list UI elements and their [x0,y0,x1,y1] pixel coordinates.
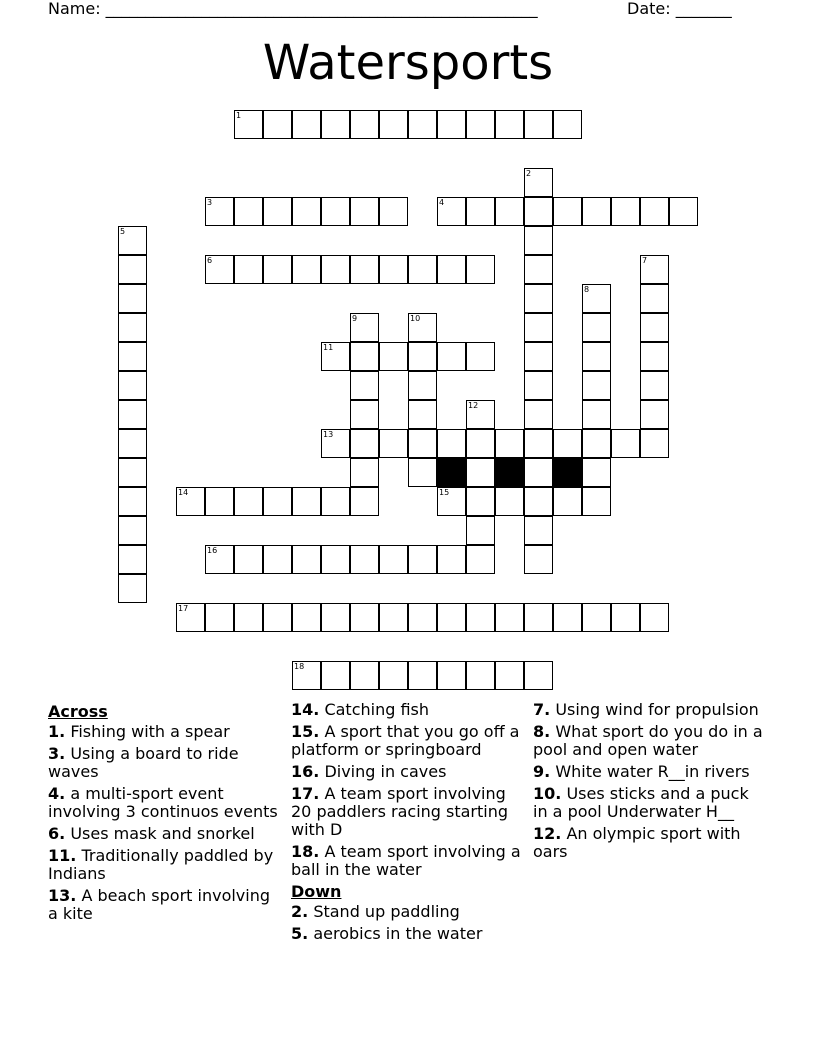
grid-cell[interactable] [524,661,553,690]
grid-cell[interactable] [437,429,466,458]
grid-cell[interactable] [176,603,205,632]
grid-cell[interactable] [408,545,437,574]
clue-across-14: 14. Catching fish [291,700,430,719]
grid-cell[interactable] [350,110,379,139]
page-title: Watersports [262,35,554,91]
clue-column-3 [533,701,765,865]
clue-number: 10 [410,314,421,323]
clue-across-3: 3. Using a board to ride waves [48,744,239,781]
grid-cell[interactable] [524,255,553,284]
clue-number: 8 [584,285,590,294]
grid-cell[interactable] [495,661,524,690]
clue-number: 1 [236,111,242,120]
grid-cell[interactable] [408,313,437,342]
grid-cell[interactable] [321,429,350,458]
grid-cell[interactable] [118,226,147,255]
grid-cell[interactable] [466,545,495,574]
grid-cell[interactable] [582,313,611,342]
grid-cell[interactable] [321,545,350,574]
grid-cell[interactable] [234,255,263,284]
grid-cell[interactable] [234,197,263,226]
grid-cell[interactable] [524,342,553,371]
grid-cell[interactable] [437,255,466,284]
grid-cell[interactable] [379,255,408,284]
grid-cell[interactable] [524,226,553,255]
grid-cell[interactable] [640,400,669,429]
grid-cell[interactable] [640,255,669,284]
clue-column-2 [291,701,523,947]
grid-cell[interactable] [350,661,379,690]
clue-across-18: 18. A team sport involving a ball in the water [291,842,521,879]
grid-cell[interactable] [350,342,379,371]
clue-number: 9 [352,314,358,323]
grid-cell[interactable] [118,574,147,603]
grid-cell[interactable] [553,110,582,139]
grid-cell[interactable] [379,342,408,371]
grid-cell[interactable] [350,197,379,226]
grid-cell[interactable] [582,458,611,487]
grid-cell[interactable] [118,400,147,429]
grid-cell[interactable] [263,255,292,284]
grid-cell[interactable] [640,284,669,313]
clue-number: 3 [207,198,213,207]
grid-cell[interactable] [437,487,466,516]
grid-cell[interactable] [495,487,524,516]
clue-number: 17 [178,604,189,613]
grid-cell[interactable] [350,255,379,284]
grid-cell[interactable] [321,255,350,284]
grid-cell[interactable] [466,603,495,632]
grid-cell[interactable] [379,197,408,226]
grid-cell[interactable] [292,110,321,139]
clue-number: 11 [323,343,334,352]
grid-cell[interactable] [118,487,147,516]
date-field-label: Date: _______ [627,0,732,18]
grid-cell[interactable] [234,603,263,632]
grid-cell[interactable] [524,400,553,429]
name-field-label: Name: ______________________________________________________ [48,0,538,18]
grid-cell[interactable] [263,545,292,574]
grid-cell[interactable] [292,487,321,516]
grid-cell[interactable] [582,197,611,226]
grid-cell[interactable] [379,603,408,632]
clue-number: 7 [642,256,648,265]
grid-cell[interactable] [263,110,292,139]
grid-cell[interactable] [466,458,495,487]
grid-cell[interactable] [524,487,553,516]
grid-cell[interactable] [495,110,524,139]
grid-cell[interactable] [524,168,553,197]
grid-cell[interactable] [640,342,669,371]
grid-cell[interactable] [466,255,495,284]
grid-cell[interactable] [582,284,611,313]
grid-block [495,458,524,487]
grid-cell[interactable] [582,400,611,429]
clue-across-4: 4. a multi-sport event involving 3 continuos events [48,784,278,821]
grid-cell[interactable] [408,255,437,284]
grid-cell[interactable] [292,255,321,284]
grid-cell[interactable] [437,342,466,371]
grid-cell[interactable] [292,197,321,226]
grid-cell[interactable] [524,603,553,632]
grid-cell[interactable] [205,197,234,226]
grid-cell[interactable] [553,487,582,516]
grid-cell[interactable] [379,110,408,139]
grid-cell[interactable] [611,197,640,226]
grid-cell[interactable] [118,342,147,371]
clue-across-11: 11. Traditionally paddled by Indians [48,846,274,883]
grid-cell[interactable] [408,603,437,632]
grid-cell[interactable] [553,197,582,226]
grid-cell[interactable] [234,545,263,574]
grid-cell[interactable] [205,545,234,574]
grid-cell[interactable] [234,110,263,139]
grid-cell[interactable] [524,429,553,458]
clue-column-1 [48,701,280,927]
grid-cell[interactable] [524,284,553,313]
grid-cell[interactable] [292,603,321,632]
grid-cell[interactable] [408,342,437,371]
grid-cell[interactable] [408,110,437,139]
grid-cell[interactable] [321,197,350,226]
grid-cell[interactable] [350,545,379,574]
grid-cell[interactable] [582,487,611,516]
clue-down-7: 7. Using wind for propulsion [533,700,759,719]
clue-number: 16 [207,546,218,555]
grid-cell[interactable] [495,429,524,458]
grid-cell[interactable] [292,545,321,574]
clue-number: 6 [207,256,213,265]
grid-cell[interactable] [321,487,350,516]
grid-cell[interactable] [379,429,408,458]
grid-cell[interactable] [611,429,640,458]
grid-cell[interactable] [350,400,379,429]
grid-cell[interactable] [118,458,147,487]
down-heading: Down [291,882,342,901]
grid-cell[interactable] [118,255,147,284]
grid-cell[interactable] [379,545,408,574]
grid-cell[interactable] [263,197,292,226]
grid-cell[interactable] [437,603,466,632]
clue-number: 15 [439,488,450,497]
grid-cell[interactable] [582,603,611,632]
grid-cell[interactable] [176,487,205,516]
clue-number: 14 [178,488,189,497]
grid-cell[interactable] [321,603,350,632]
grid-cell[interactable] [466,400,495,429]
clue-across-13: 13. A beach sport involving a kite [48,886,271,923]
clue-number: 4 [439,198,445,207]
grid-cell[interactable] [640,197,669,226]
grid-cell[interactable] [437,661,466,690]
grid-cell[interactable] [263,487,292,516]
grid-cell[interactable] [524,197,553,226]
grid-cell[interactable] [118,284,147,313]
grid-cell[interactable] [466,429,495,458]
grid-cell[interactable] [408,661,437,690]
clue-across-15: 15. A sport that you go off a platform or springboard [291,722,520,759]
grid-cell[interactable] [466,110,495,139]
grid-cell[interactable] [379,661,408,690]
grid-cell[interactable] [118,313,147,342]
clue-down-10: 10. Uses sticks and a puck in a pool Underwater H__ [533,784,749,821]
grid-cell[interactable] [118,545,147,574]
clue-number: 13 [323,430,334,439]
grid-cell[interactable] [118,429,147,458]
grid-cell[interactable] [408,458,437,487]
grid-cell[interactable] [524,110,553,139]
grid-cell[interactable] [553,429,582,458]
grid-cell[interactable] [466,661,495,690]
grid-cell[interactable] [524,371,553,400]
grid-cell[interactable] [437,545,466,574]
clue-across-6: 6. Uses mask and snorkel [48,824,255,843]
grid-cell[interactable] [350,313,379,342]
grid-cell[interactable] [640,313,669,342]
grid-cell[interactable] [669,197,698,226]
grid-cell[interactable] [350,371,379,400]
grid-cell[interactable] [437,197,466,226]
grid-cell[interactable] [437,110,466,139]
grid-cell[interactable] [524,545,553,574]
grid-cell[interactable] [350,487,379,516]
grid-cell[interactable] [408,400,437,429]
clue-number: 12 [468,401,479,410]
clue-down-5: 5. aerobics in the water [291,924,483,943]
grid-cell[interactable] [524,516,553,545]
grid-cell[interactable] [466,342,495,371]
grid-cell[interactable] [524,313,553,342]
grid-cell[interactable] [118,371,147,400]
grid-cell[interactable] [640,429,669,458]
grid-cell[interactable] [408,371,437,400]
grid-block [437,458,466,487]
clue-across-17: 17. A team sport involving 20 paddlers racing starting with D [291,784,509,839]
grid-cell[interactable] [205,603,234,632]
grid-cell[interactable] [205,487,234,516]
grid-cell[interactable] [466,487,495,516]
grid-cell[interactable] [553,603,582,632]
grid-cell[interactable] [408,429,437,458]
grid-cell[interactable] [611,603,640,632]
grid-cell[interactable] [466,516,495,545]
grid-cell[interactable] [466,197,495,226]
grid-cell[interactable] [495,603,524,632]
clue-across-1: 1. Fishing with a spear [48,722,230,741]
grid-cell[interactable] [321,342,350,371]
grid-cell[interactable] [582,429,611,458]
grid-cell[interactable] [321,110,350,139]
clue-down-2: 2. Stand up paddling [291,902,460,921]
grid-cell[interactable] [118,516,147,545]
clue-number: 18 [294,662,305,671]
clue-number: 5 [120,227,126,236]
grid-block [553,458,582,487]
grid-cell[interactable] [582,342,611,371]
grid-cell[interactable] [495,197,524,226]
grid-cell[interactable] [350,429,379,458]
grid-cell[interactable] [321,661,350,690]
clue-down-9: 9. White water R__in rivers [533,762,750,781]
grid-cell[interactable] [292,661,321,690]
grid-cell[interactable] [582,371,611,400]
grid-cell[interactable] [350,603,379,632]
clue-down-12: 12. An olympic sport with oars [533,824,741,861]
clue-across-16: 16. Diving in caves [291,762,447,781]
grid-cell[interactable] [524,458,553,487]
grid-cell[interactable] [640,603,669,632]
clue-number: 2 [526,169,532,178]
across-heading: Across [48,702,108,721]
grid-cell[interactable] [640,371,669,400]
clue-down-8: 8. What sport do you do in a pool and open water [533,722,763,759]
grid-cell[interactable] [350,458,379,487]
grid-cell[interactable] [234,487,263,516]
grid-cell[interactable] [205,255,234,284]
grid-cell[interactable] [263,603,292,632]
